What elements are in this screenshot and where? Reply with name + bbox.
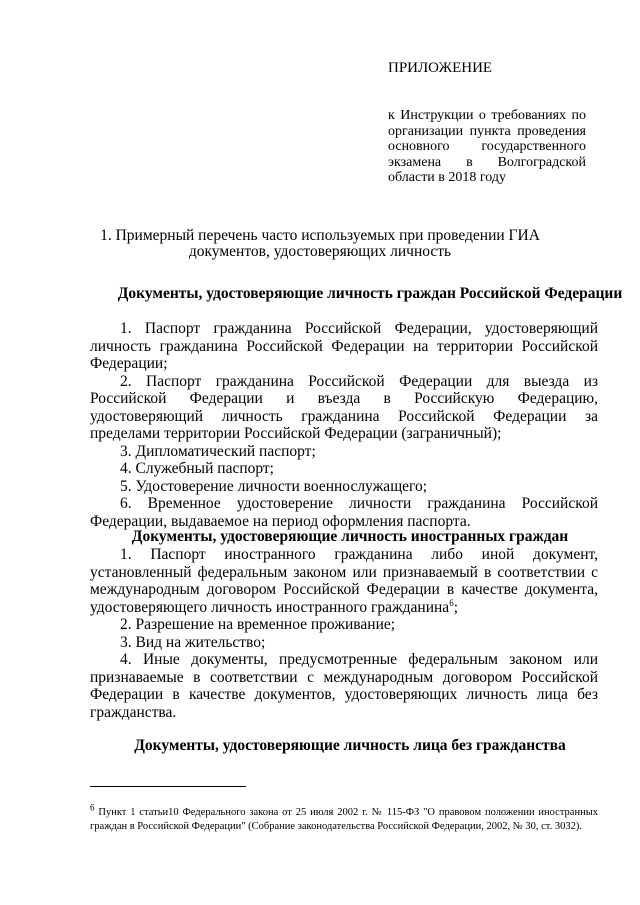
section-heading-russian-citizens: Документы, удостоверяющие личность граждан Российской Федерации [117, 285, 623, 302]
list-item: 1. Паспорт гражданина Российской Федерации, удостоверяющий личность гражданина Российской Федерации на территории Российской Федерации; [90, 320, 598, 372]
russian-citizens-document-list [90, 320, 598, 530]
list-item: 5. Удостоверение личности военнослужащего; [120, 477, 428, 495]
section-heading-foreign-citizens: Документы, удостоверяющие личность иностранных граждан [131, 528, 569, 545]
footnote-text: Пункт 1 статьи10 Федерального закона от 25 июля 2002 г. № 115-ФЗ "О правовом положении иностранных граждан в Российской Федерации" (Собрание законодательства Российской Федерации, 2002, № 30, ст. 3032). [90, 807, 599, 832]
footnote [90, 802, 599, 834]
section-heading-stateless-persons: Документы, удостоверяющие личность лица без гражданства [134, 737, 566, 754]
list-item: 2. Разрешение на временное проживание; [120, 616, 396, 633]
footnote-mark: 6 [90, 802, 95, 813]
footnote-reference-mark: 6 [449, 597, 454, 608]
list-item [90, 546, 598, 616]
list-item: 3. Вид на жительство; [120, 633, 266, 651]
list-item: 3. Дипломатический паспорт; [120, 442, 316, 460]
list-item-tail: ; [453, 598, 458, 616]
list-item: 6. Временное удостоверение личности гражданина Российской Федерации, выдаваемое на период оформления паспорта. [90, 495, 598, 530]
appendix-reference: к Инструкции о требованиях по организации пункта проведения основного государственного экзамена в Волгоградской области в 2018 году [388, 108, 586, 185]
foreign-citizens-document-list [90, 546, 598, 721]
appendix-label: ПРИЛОЖЕНИЕ [388, 60, 493, 76]
footnote-divider [90, 786, 246, 787]
list-item-text: 1. Паспорт иностранного гражданина либо иной документ, установленный федеральным законом или признаваемый в соответствии с международным договором Российской Федерации в качестве документа, удостоверяющего личность иностранного гражданина [90, 546, 598, 616]
list-item: 4. Иные документы, предусмотренные федеральным законом или признаваемые в соответствии с международным договором Российской Федерации в качестве документов, удостоверяющих личность лица без гражданства. [90, 651, 598, 721]
list-item: 4. Служебный паспорт; [120, 460, 274, 477]
list-item: 2. Паспорт гражданина Российской Федерации для выезда из Российской Федерации и въезда в Российскую Федерацию, удостоверяющий личность гражданина Российской Федерации за пределами территории Российской Федерации (заграничный); [90, 372, 598, 442]
list-title: 1. Примерный перечень часто используемых при проведении ГИА документов, удостоверяющих личность [100, 227, 540, 260]
